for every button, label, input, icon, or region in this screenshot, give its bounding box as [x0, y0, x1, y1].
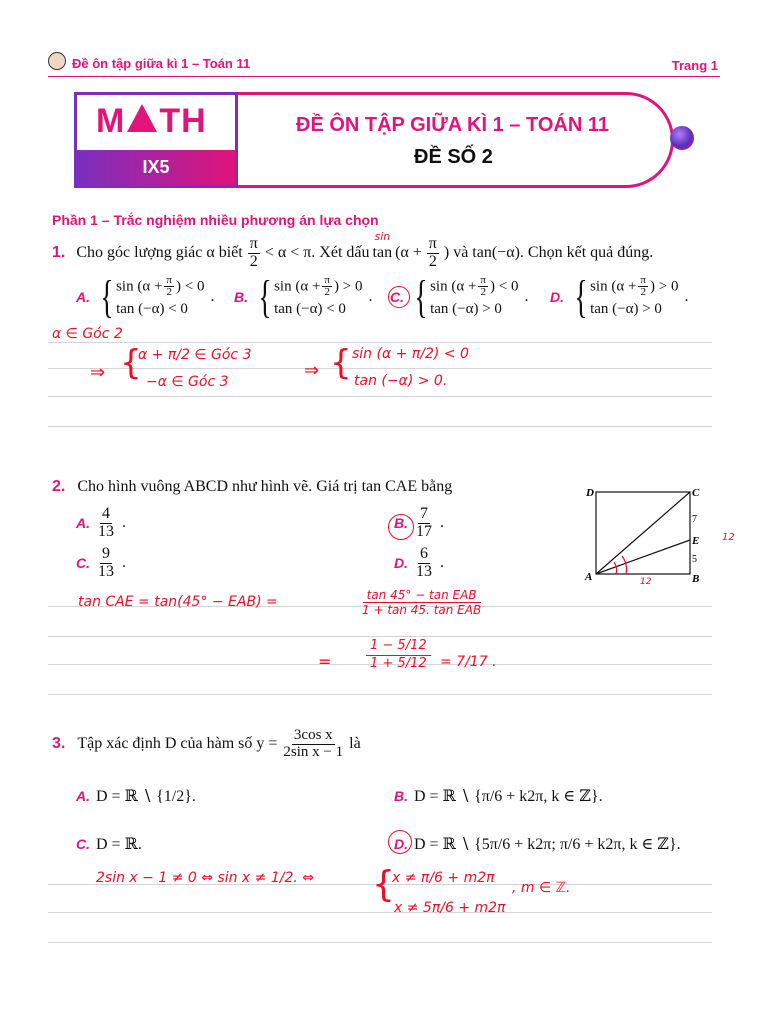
q2-text: 2. Cho hình vuông ABCD như hình vẽ. Giá trị tan CAE bằng	[52, 478, 453, 495]
hw-angle-12: 12	[640, 577, 652, 587]
q2-hw-frac1: tan 45° − tan EAB 1 + tan 45. tan EAB	[362, 588, 482, 618]
q1-number: 1.	[52, 244, 66, 262]
segment-ae	[596, 540, 690, 574]
q1-option-d[interactable]: D. { sin (α + $\frac{\pi}{2}$ ) > 0 tan (−α) > 0 .	[550, 271, 689, 322]
vertex-b: B	[692, 573, 700, 585]
q2-option-b[interactable]: B. 7 17 .	[394, 505, 444, 540]
rule	[48, 942, 712, 943]
q3-hw-line1: 2sin x − 1 ≠ 0 ⇔ sin x ≠ 1/2. ⇔	[96, 870, 314, 886]
vertex-a: A	[585, 571, 593, 583]
banner-title: ĐỀ ÔN TẬP GIỮA KÌ 1 – TOÁN 11	[296, 114, 609, 136]
rule	[48, 426, 712, 427]
q2-number: 2.	[52, 478, 66, 495]
banner-logo: M TH	[96, 102, 207, 140]
triangle-icon	[127, 104, 157, 132]
vertex-c: C	[692, 487, 700, 499]
q3-hw-brace: {	[372, 864, 395, 905]
diagonal-ac	[596, 492, 690, 574]
q1-hw-line3: −α ∈ Góc 3	[146, 374, 229, 390]
q1-hw-line1: α ∈ Góc 2	[52, 326, 123, 342]
q1-hw-brace1: {	[120, 343, 142, 383]
rule	[48, 636, 712, 637]
side-label-5: 5	[692, 554, 697, 565]
header-avatar-icon	[48, 52, 66, 70]
q1-option-b[interactable]: B. { sin (α + $\frac{\pi}{2}$ ) > 0 tan (−α) < 0 .	[234, 271, 373, 322]
q1-text: 1. Cho góc lượng giác α biết π 2 < α < π. Xét dấu tan sin (α + $\frac{\pi}{2}$ ) và tan(−α). Chọn kết quả đúng.	[52, 230, 654, 270]
vertex-d: D	[586, 487, 594, 499]
q1-hw-arrow1: ⇒	[90, 362, 106, 383]
q3-answer-circle	[388, 830, 412, 854]
q3-number: 3.	[52, 735, 66, 753]
q1-tan: tan sin	[372, 230, 393, 262]
q3-hw-line3: x ≠ 5π/6 + m2π	[394, 900, 506, 916]
q2-hw-frac2: 1 − 5/12 1 + 5/12	[366, 638, 431, 673]
q3-option-d[interactable]: D. D = ℝ ∖ {5π/6 + k2π; π/6 + k2π, k ∈ ℤ}.	[394, 836, 681, 853]
q1-hw-line4: sin (α + π/2) < 0	[352, 346, 469, 362]
q3-option-a[interactable]: A. D = ℝ ∖ {1/2}.	[76, 788, 196, 805]
q1-hw-brace2: {	[330, 343, 352, 383]
q1-option-c[interactable]: C. { sin (α + $\frac{\pi}{2}$ ) < 0 tan (−α) > 0 .	[390, 271, 529, 322]
banner-dot-icon	[670, 126, 694, 150]
rule	[48, 694, 712, 695]
q2-hw-eq: =	[318, 652, 332, 671]
banner-subtitle2: ĐỀ SỐ 2	[414, 146, 493, 168]
rule	[48, 912, 712, 913]
q1-answer-circle	[388, 286, 410, 308]
q3-option-b[interactable]: B. D = ℝ ∖ {π/6 + k2π, k ∈ ℤ}.	[394, 788, 603, 805]
q1-hw-line2: α + π/2 ∈ Góc 3	[138, 347, 252, 363]
side-label-7: 7	[692, 514, 697, 525]
q2-square-figure	[584, 484, 744, 590]
rule	[48, 396, 712, 397]
q3-text: 3. Tập xác định D của hàm số y = $\frac{\text{3cos x}}{\text{2sin x − 1}}$ là	[52, 727, 361, 760]
header-rule	[48, 76, 720, 77]
angle-mark	[614, 562, 617, 574]
q3-hw-line2: x ≠ π/6 + m2π	[392, 870, 495, 886]
q2-hw-line1: tan CAE = tan(45° − EAB) =	[78, 594, 278, 610]
q1-hw-sin: sin	[374, 230, 391, 244]
q1-hw-line5: tan (−α) > 0.	[354, 373, 448, 389]
banner	[74, 92, 692, 188]
point-e: E	[692, 535, 700, 547]
angle-mark-2	[622, 556, 627, 574]
banner-subtitle-bar	[77, 150, 235, 185]
rule	[48, 342, 712, 343]
q2-option-d[interactable]: D. 6 13 .	[394, 545, 444, 580]
header-page: Trang 1	[671, 58, 718, 73]
q1-options	[76, 271, 716, 326]
hw-side-12: 12	[722, 532, 735, 543]
q2-option-a[interactable]: A. 4 13 .	[76, 505, 126, 540]
rule	[48, 368, 712, 369]
header-title: Đề ôn tập giữa kì 1 – Toán 11	[72, 56, 251, 71]
q3-hw-line4: , m ∈ ℤ.	[512, 880, 571, 896]
q2-option-c[interactable]: C. 9 13 .	[76, 545, 126, 580]
q2-answer-circle	[388, 514, 414, 540]
q1-option-a[interactable]: A. { sin (α + $\frac{\pi}{2}$ ) < 0 tan (−α) < 0 .	[76, 271, 215, 322]
banner-subtitle: IX5	[142, 157, 170, 177]
section-title: Phần 1 – Trắc nghiệm nhiều phương án lựa chọn	[52, 212, 379, 228]
q2-hw-result: = 7/17 .	[440, 654, 497, 670]
q1-hw-arrow2: ⇒	[304, 360, 320, 381]
q3-option-c[interactable]: C. D = ℝ.	[76, 836, 142, 853]
